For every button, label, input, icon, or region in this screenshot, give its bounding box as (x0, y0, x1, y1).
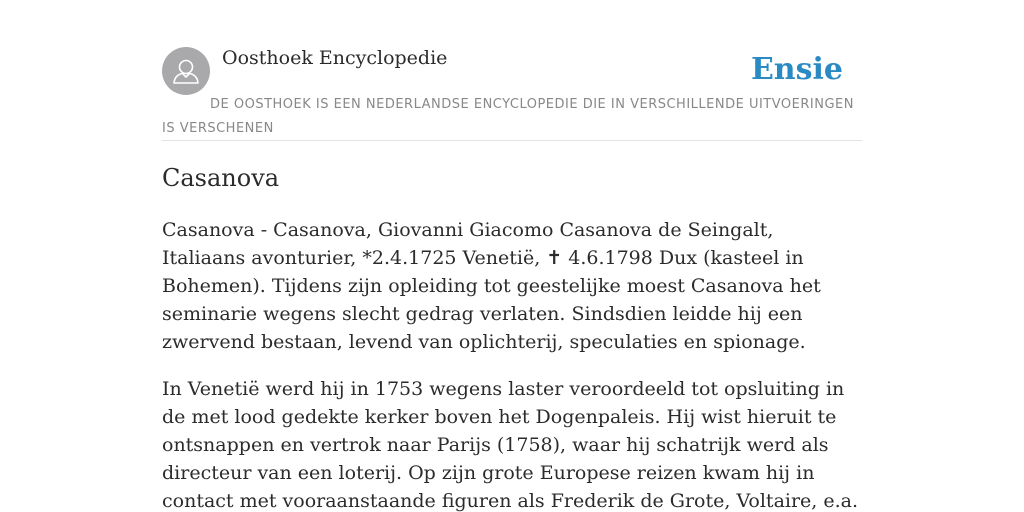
user-silhouette-icon (162, 47, 210, 95)
article-paragraph: In Venetië werd hij in 1753 wegens laster veroordeeld tot opsluiting in de met lood gedekte kerker boven het Dogenpaleis. Hij wist hieruit te ontsnappen en vertrok naar Parijs (1758), waar hij schatrijk werd als directeur van een loterij. Op zijn grote Europese reizen kwam hij in contact met vooraanstaande figuren als Frederik de Grote, Voltaire, e.a. (162, 378, 859, 512)
ensie-logo[interactable]: Ensie (750, 52, 843, 87)
article (162, 160, 862, 512)
source-title[interactable]: Oosthoek Encyclopedie (222, 47, 448, 69)
avatar[interactable] (162, 47, 210, 95)
source-description: DE OOSTHOEK IS EEN NEDERLANDSE ENCYCLOPEDIE DIE IN VERSCHILLENDE UITVOERINGEN IS VERSCHENEN (162, 97, 854, 136)
source-header (162, 46, 862, 141)
article-title: Casanova (162, 164, 280, 192)
article-paragraph: Casanova - Casanova, Giovanni Giacomo Casanova de Seingalt, Italiaans avonturier, *2.4.1725 Venetië, ✝ 4.6.1798 Dux (kasteel in Bohemen). Tijdens zijn opleiding tot geestelijke moest Casanova het seminarie wegens slecht gedrag verlaten. Sindsdien leidde hij een zwervend bestaan, levend van oplichterij, speculaties en spionage. (162, 219, 821, 353)
